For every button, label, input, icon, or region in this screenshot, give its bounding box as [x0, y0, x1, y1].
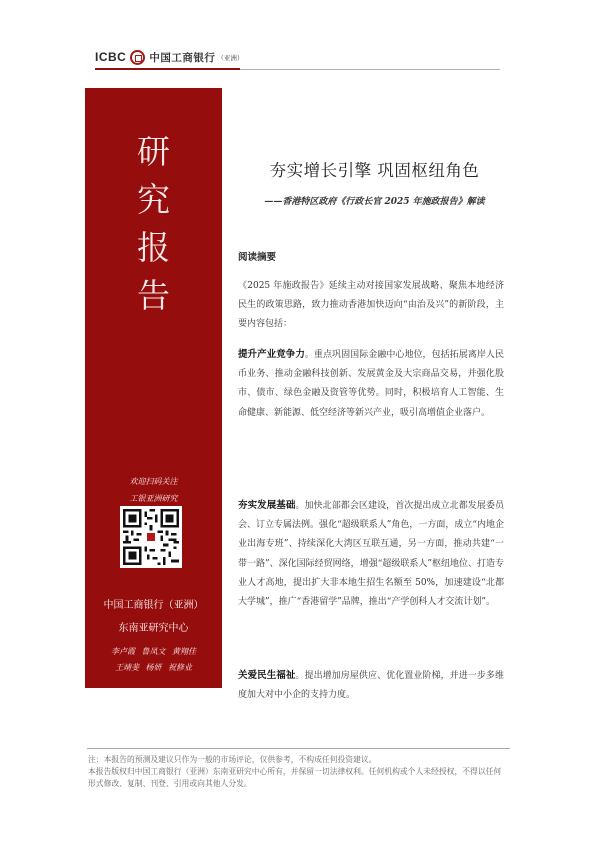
authors-row-1: [85, 644, 222, 660]
vertical-title-char: 研: [137, 132, 170, 171]
brand-cn: 中国工商银行: [149, 51, 216, 64]
brand-en: ICBC: [95, 50, 127, 64]
section-paragraph: [238, 345, 504, 423]
icbc-logo-icon: [130, 50, 145, 65]
header-divider: [95, 69, 500, 70]
summary-heading: 阅读摘要: [238, 252, 277, 263]
section-lead: 提升产业竞争力: [238, 349, 305, 360]
bank-logo: [95, 46, 255, 68]
vertical-title-char: 究: [137, 180, 170, 219]
disclaimer: [88, 754, 508, 790]
sidebar-panel: [85, 88, 222, 688]
follow-line-2: 工银亚洲研究: [129, 494, 178, 503]
author-name: 黄翔佳: [172, 647, 197, 656]
author-name: 王靖斐: [114, 663, 139, 672]
section-paragraph: [238, 666, 504, 705]
report-title: 夯实增长引擎 巩固枢纽角色: [269, 161, 480, 180]
follow-line-1: 欢迎扫码关注: [129, 477, 178, 486]
authors: [85, 644, 222, 676]
section-text: 。提出增加房屋供应、优化置业阶梯，并进一步多维度加大对中小企的支持力度。: [238, 671, 504, 701]
authors-row-2: [85, 660, 222, 676]
author-name: 祝修业: [168, 663, 193, 672]
follow-prompt: [85, 473, 222, 507]
vertical-title: [85, 128, 222, 320]
org-name: 中国工商银行（亚洲）: [103, 600, 204, 611]
footer-divider: [87, 748, 510, 749]
report-subtitle: ——香港特区政府《行政长官 2025 年施政报告》解读: [264, 197, 485, 207]
section-paragraph: [238, 496, 504, 612]
section-text: 。重点巩固国际金融中心地位，包括拓展离岸人民币业务、推动金融科技创新、发展黄金及大宗商品交易，并强化股市、债市、绿色金融及资管等优势。同时，积极培育人工智能、生命健康、新能源、低空经济等新兴产业，吸引高增值企业落户。: [238, 350, 504, 418]
author-name: 杨妍: [145, 663, 162, 672]
author-name: 鲁凤文: [141, 647, 166, 656]
section-lead: 夯实发展基础: [238, 500, 296, 511]
section-lead: 关爱民生福祉: [238, 670, 296, 681]
author-name: 李卢霞: [110, 647, 135, 656]
section-text: 。加快北部都会区建设，首次提出成立北都发展委员会、订立专属法例。强化“超级联系人”角色，一方面，成立“内地企业出海专班”、持续深化大湾区互联互通，另一方面，推动共建“一带一路”、深化国际经贸网络，增强“超级联系人”枢纽地位、打造专业人才高地，提出扩大非本地生招生名额至 50%，加速建设“北都大学城”，推广“香港留学”品牌，推出“产学创科人才交流计划”。: [238, 501, 504, 608]
intro-paragraph: 《2025 年施政报告》延续主动对接国家发展战略、聚焦本地经济民生的政策思路，致力推动香港加快迈向“由治及兴”的新阶段，主要内容包括：: [238, 281, 504, 330]
research-center-name: 东南亚研究中心: [118, 623, 189, 634]
vertical-title-char: 告: [137, 276, 170, 315]
disclaimer-line-1: 注：本报告的预测及建议只作为一般的市场评论，仅供参考，不构成任何投资建议。: [88, 755, 377, 764]
disclaimer-line-2: 本报告版权归中国工商银行（亚洲）东南亚研究中心所有，并保留一切法律权利。任何机构或个人未经授权，不得以任何形式修改、复制、刊登、引用或向其他人分发。: [88, 767, 502, 788]
brand-region: （亚洲）: [217, 53, 244, 62]
qr-code-icon[interactable]: [120, 506, 182, 568]
vertical-title-char: 报: [137, 228, 170, 267]
